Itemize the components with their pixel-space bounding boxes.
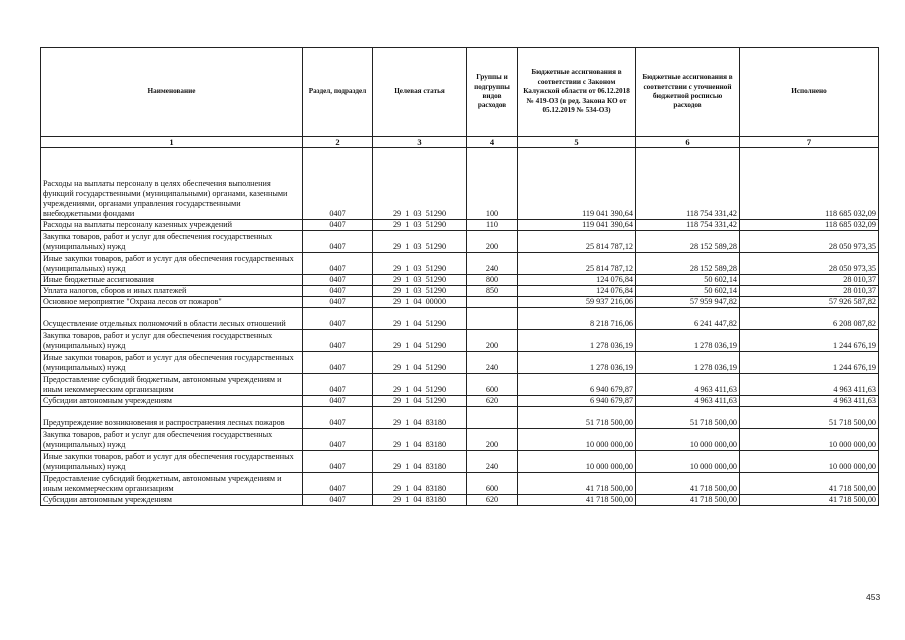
row-group: 620: [467, 495, 518, 506]
row-section: 0407: [303, 275, 373, 286]
row-refined-amount: 41 718 500,00: [636, 495, 740, 506]
row-target: 29 1 03 51290: [373, 231, 467, 253]
table-row: [41, 407, 879, 429]
header-name: Наименование: [41, 48, 303, 137]
column-number-row: [41, 137, 879, 148]
column-number: 2: [303, 137, 373, 148]
row-target: 29 1 04 83180: [373, 407, 467, 429]
row-name: Иные закупки товаров, работ и услуг для обеспечения государственных (муниципальных) нужд: [41, 352, 303, 374]
row-target: 29 1 04 51290: [373, 308, 467, 330]
row-section: 0407: [303, 297, 373, 308]
row-group: 240: [467, 451, 518, 473]
row-executed-amount: 41 718 500,00: [740, 495, 879, 506]
budget-sheet: [40, 47, 878, 506]
row-name: Расходы на выплаты персоналу в целях обеспечения выполнения функций государственными (муниципальными) органами, казенными учреждениями, органами управления государственными внебюджетными фондами: [41, 148, 303, 220]
row-refined-amount: 118 754 331,42: [636, 220, 740, 231]
row-name: Уплата налогов, сборов и иных платежей: [41, 286, 303, 297]
row-name: Субсидии автономным учреждениям: [41, 396, 303, 407]
table-row: [41, 451, 879, 473]
row-group: 110: [467, 220, 518, 231]
row-name: Основное мероприятие "Охрана лесов от пожаров": [41, 297, 303, 308]
column-number: 5: [518, 137, 636, 148]
row-law-amount: 8 218 716,06: [518, 308, 636, 330]
row-executed-amount: 28 050 973,35: [740, 231, 879, 253]
row-executed-amount: 6 208 087,82: [740, 308, 879, 330]
row-executed-amount: 4 963 411,63: [740, 374, 879, 396]
row-group: 200: [467, 330, 518, 352]
header-executed: Исполнено: [740, 48, 879, 137]
row-section: 0407: [303, 407, 373, 429]
row-target: 29 1 04 83180: [373, 495, 467, 506]
row-target: 29 1 03 51290: [373, 148, 467, 220]
row-name: Субсидии автономным учреждениям: [41, 495, 303, 506]
row-target: 29 1 04 83180: [373, 429, 467, 451]
row-refined-amount: 4 963 411,63: [636, 374, 740, 396]
row-target: 29 1 04 00000: [373, 297, 467, 308]
row-name: Закупка товаров, работ и услуг для обеспечения государственных (муниципальных) нужд: [41, 231, 303, 253]
row-target: 29 1 04 83180: [373, 451, 467, 473]
row-target: 29 1 03 51290: [373, 220, 467, 231]
row-executed-amount: 4 963 411,63: [740, 396, 879, 407]
row-group: 600: [467, 473, 518, 495]
row-executed-amount: 10 000 000,00: [740, 451, 879, 473]
row-target: 29 1 04 51290: [373, 374, 467, 396]
row-section: 0407: [303, 473, 373, 495]
row-section: 0407: [303, 286, 373, 297]
row-group: 240: [467, 352, 518, 374]
row-refined-amount: 50 602,14: [636, 286, 740, 297]
table-row: [41, 231, 879, 253]
row-name: Иные закупки товаров, работ и услуг для обеспечения государственных (муниципальных) нужд: [41, 451, 303, 473]
row-group: 240: [467, 253, 518, 275]
row-name: Закупка товаров, работ и услуг для обеспечения государственных (муниципальных) нужд: [41, 429, 303, 451]
table-row: [41, 297, 879, 308]
row-law-amount: 124 076,84: [518, 286, 636, 297]
row-refined-amount: 41 718 500,00: [636, 473, 740, 495]
row-refined-amount: 51 718 500,00: [636, 407, 740, 429]
table-body: [41, 148, 879, 506]
table-row: [41, 495, 879, 506]
table-row: [41, 429, 879, 451]
row-law-amount: 25 814 787,12: [518, 231, 636, 253]
row-executed-amount: 118 685 032,09: [740, 148, 879, 220]
row-name: Осуществление отдельных полномочий в области лесных отношений: [41, 308, 303, 330]
row-group: 620: [467, 396, 518, 407]
row-name: Закупка товаров, работ и услуг для обеспечения государственных (муниципальных) нужд: [41, 330, 303, 352]
row-name: Расходы на выплаты персоналу казенных учреждений: [41, 220, 303, 231]
row-executed-amount: 28 050 973,35: [740, 253, 879, 275]
row-group: 200: [467, 429, 518, 451]
row-refined-amount: 50 602,14: [636, 275, 740, 286]
row-target: 29 1 03 51290: [373, 253, 467, 275]
row-law-amount: 59 937 216,06: [518, 297, 636, 308]
table-row: [41, 148, 879, 220]
table-row: [41, 220, 879, 231]
row-law-amount: 6 940 679,87: [518, 374, 636, 396]
table-row: [41, 275, 879, 286]
row-executed-amount: 1 244 676,19: [740, 352, 879, 374]
row-executed-amount: 41 718 500,00: [740, 473, 879, 495]
row-executed-amount: 1 244 676,19: [740, 330, 879, 352]
page-number: 453: [866, 592, 881, 602]
row-group: 850: [467, 286, 518, 297]
row-refined-amount: 4 963 411,63: [636, 396, 740, 407]
row-executed-amount: 28 010,37: [740, 275, 879, 286]
row-section: 0407: [303, 495, 373, 506]
row-group: 200: [467, 231, 518, 253]
row-section: 0407: [303, 231, 373, 253]
row-law-amount: 25 814 787,12: [518, 253, 636, 275]
row-law-amount: 1 278 036,19: [518, 330, 636, 352]
row-group: 800: [467, 275, 518, 286]
row-law-amount: 6 940 679,87: [518, 396, 636, 407]
row-law-amount: 51 718 500,00: [518, 407, 636, 429]
column-number: 6: [636, 137, 740, 148]
table-row: [41, 374, 879, 396]
row-section: 0407: [303, 330, 373, 352]
row-executed-amount: 28 010,37: [740, 286, 879, 297]
table-row: [41, 352, 879, 374]
row-target: 29 1 03 51290: [373, 286, 467, 297]
budget-table: [40, 47, 879, 506]
row-refined-amount: 10 000 000,00: [636, 451, 740, 473]
row-target: 29 1 04 51290: [373, 330, 467, 352]
header-target: Целевая статья: [373, 48, 467, 137]
row-law-amount: 124 076,84: [518, 275, 636, 286]
row-executed-amount: 57 926 587,82: [740, 297, 879, 308]
header-law: Бюджетные ассигнования в соответствии с Законом Калужской области от 06.12.2018 № 419-ОЗ (в ред. Закона КО от 05.12.2019 № 534-ОЗ): [518, 48, 636, 137]
row-refined-amount: 6 241 447,82: [636, 308, 740, 330]
row-refined-amount: 28 152 589,28: [636, 231, 740, 253]
row-refined-amount: 10 000 000,00: [636, 429, 740, 451]
header-group: Группы и подгруппы видов расходов: [467, 48, 518, 137]
column-number: 1: [41, 137, 303, 148]
row-section: 0407: [303, 396, 373, 407]
row-section: 0407: [303, 429, 373, 451]
row-section: 0407: [303, 253, 373, 275]
row-refined-amount: 1 278 036,19: [636, 330, 740, 352]
header-refined: Бюджетные ассигнования в соответствии с уточненной бюджетной росписью расходов: [636, 48, 740, 137]
row-executed-amount: 51 718 500,00: [740, 407, 879, 429]
row-name: Предоставление субсидий бюджетным, автономным учреждениям и иным некоммерческим организациям: [41, 374, 303, 396]
row-section: 0407: [303, 451, 373, 473]
row-law-amount: 41 718 500,00: [518, 473, 636, 495]
row-law-amount: 10 000 000,00: [518, 451, 636, 473]
row-group: [467, 407, 518, 429]
column-number: 7: [740, 137, 879, 148]
row-section: 0407: [303, 308, 373, 330]
row-refined-amount: 28 152 589,28: [636, 253, 740, 275]
row-group: 600: [467, 374, 518, 396]
table-row: [41, 308, 879, 330]
row-law-amount: 119 041 390,64: [518, 220, 636, 231]
row-executed-amount: 10 000 000,00: [740, 429, 879, 451]
header-row: [41, 48, 879, 137]
row-section: 0407: [303, 352, 373, 374]
row-refined-amount: 57 959 947,82: [636, 297, 740, 308]
row-law-amount: 119 041 390,64: [518, 148, 636, 220]
row-law-amount: 41 718 500,00: [518, 495, 636, 506]
row-name: Иные бюджетные ассигнования: [41, 275, 303, 286]
row-refined-amount: 1 278 036,19: [636, 352, 740, 374]
row-target: 29 1 04 51290: [373, 352, 467, 374]
table-row: [41, 396, 879, 407]
row-refined-amount: 118 754 331,42: [636, 148, 740, 220]
table-row: [41, 253, 879, 275]
table-row: [41, 330, 879, 352]
row-target: 29 1 04 83180: [373, 473, 467, 495]
row-name: Предупреждение возникновения и распространения лесных пожаров: [41, 407, 303, 429]
column-number: 4: [467, 137, 518, 148]
table-row: [41, 286, 879, 297]
row-section: 0407: [303, 148, 373, 220]
row-group: 100: [467, 148, 518, 220]
row-name: Иные закупки товаров, работ и услуг для обеспечения государственных (муниципальных) нужд: [41, 253, 303, 275]
table-row: [41, 473, 879, 495]
row-name: Предоставление субсидий бюджетным, автономным учреждениям и иным некоммерческим организациям: [41, 473, 303, 495]
row-target: 29 1 03 51290: [373, 275, 467, 286]
row-group: [467, 297, 518, 308]
header-section: Раздел, подраздел: [303, 48, 373, 137]
row-target: 29 1 04 51290: [373, 396, 467, 407]
row-law-amount: 1 278 036,19: [518, 352, 636, 374]
row-section: 0407: [303, 220, 373, 231]
row-executed-amount: 118 685 032,09: [740, 220, 879, 231]
row-group: [467, 308, 518, 330]
row-law-amount: 10 000 000,00: [518, 429, 636, 451]
column-number: 3: [373, 137, 467, 148]
row-section: 0407: [303, 374, 373, 396]
